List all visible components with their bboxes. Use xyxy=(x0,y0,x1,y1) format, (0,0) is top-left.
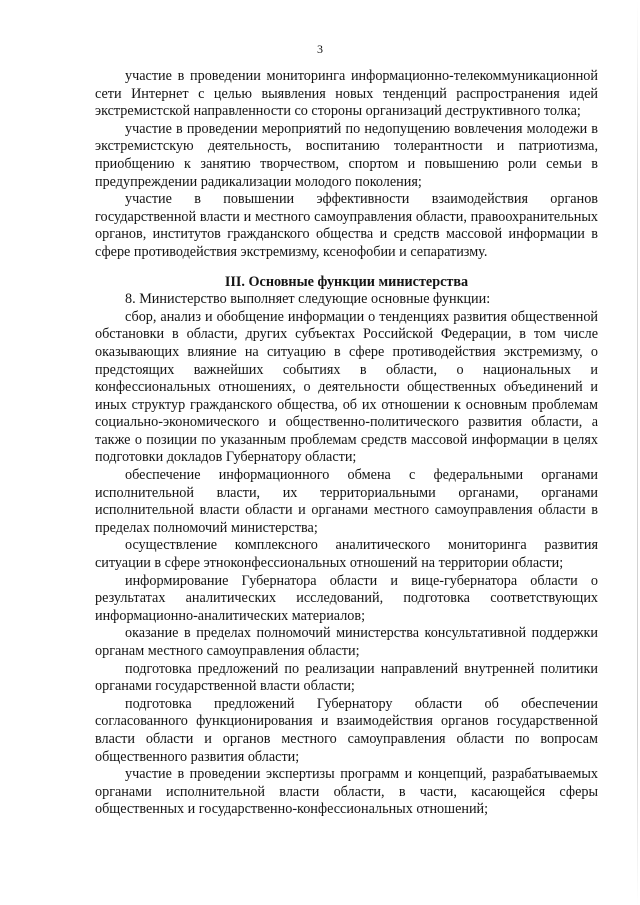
paragraph: участие в проведении экспертизы программ и концепций, разрабатываемых органами исполнительной власти области, в части, касающейся сферы общественных и государственно-конфессиональных отношений; xyxy=(95,766,598,818)
paragraph: обеспечение информационного обмена с федеральными органами исполнительной власти, их территориальными органами, органами исполнительной власти области и органами местного самоуправления области в пределах полномочий министерства; xyxy=(95,467,598,536)
paragraph: информирование Губернатора области и вице-губернатора области о результатах аналитических исследований, подготовка соответствующих информационно-аналитических материалов; xyxy=(95,572,598,624)
paragraph: участие в повышении эффективности взаимодействия органов государственной власти и местного самоуправления области, правоохранительных органов, институтов гражданского общества и средств массовой информации в сфере противодействия экстремизму, ксенофобии и сепаратизму. xyxy=(95,191,598,260)
paragraph: осуществление комплексного аналитического мониторинга развития ситуации в сфере этноконфессиональных отношений на территории области; xyxy=(95,537,598,572)
paragraph: подготовка предложений по реализации направлений внутренней политики органами государственной власти области; xyxy=(95,660,598,695)
paragraph: подготовка предложений Губернатору области об обеспечении согласованного функционирования и взаимодействия органов государственной власти области и органов местного самоуправления области по вопросам общественного развития области; xyxy=(95,695,598,765)
paragraph: оказание в пределах полномочий министерства консультативной поддержки органам местного самоуправления области; xyxy=(95,625,598,659)
paragraph: участие в проведении мероприятий по недопущению вовлечения молодежи в экстремистскую деятельность, воспитанию толерантности и патриотизма, приобщению к занятию творчеством, спортом и повышению роли семьи в предупреждении радикализации молодого поколения; xyxy=(95,120,598,190)
intro-paragraph: 8. Министерство выполняет следующие основные функции: xyxy=(125,291,491,308)
scan-edge-line xyxy=(637,0,638,905)
section-heading: III. Основные функции министерства xyxy=(224,273,469,290)
page-number: 3 xyxy=(317,42,323,56)
paragraph: сбор, анализ и обобщение информации о тенденциях развития общественной обстановки в области, других субъектах Российской Федерации, в том числе оказывающих влияние на ситуацию в сфере противодействия экстремизму, о предстоящих важнейших событиях в области, о национальных и конфессиональных отношениях, о деятельности общественных объединений и иных структур гражданского общества, об их отношении к основным проблемам социально-экономического и общественно-политического развития области, а также о позиции по указанным проблемам средств массовой информации в целях подготовки докладов Губернатору области; xyxy=(95,308,598,466)
document-body xyxy=(95,68,598,819)
paragraph: участие в проведении мониторинга информационно-телекоммуникационной сети Интернет с целью выявления новых тенденций распространения идей экстремистской направленности со стороны организаций деструктивного толка; xyxy=(95,68,598,120)
